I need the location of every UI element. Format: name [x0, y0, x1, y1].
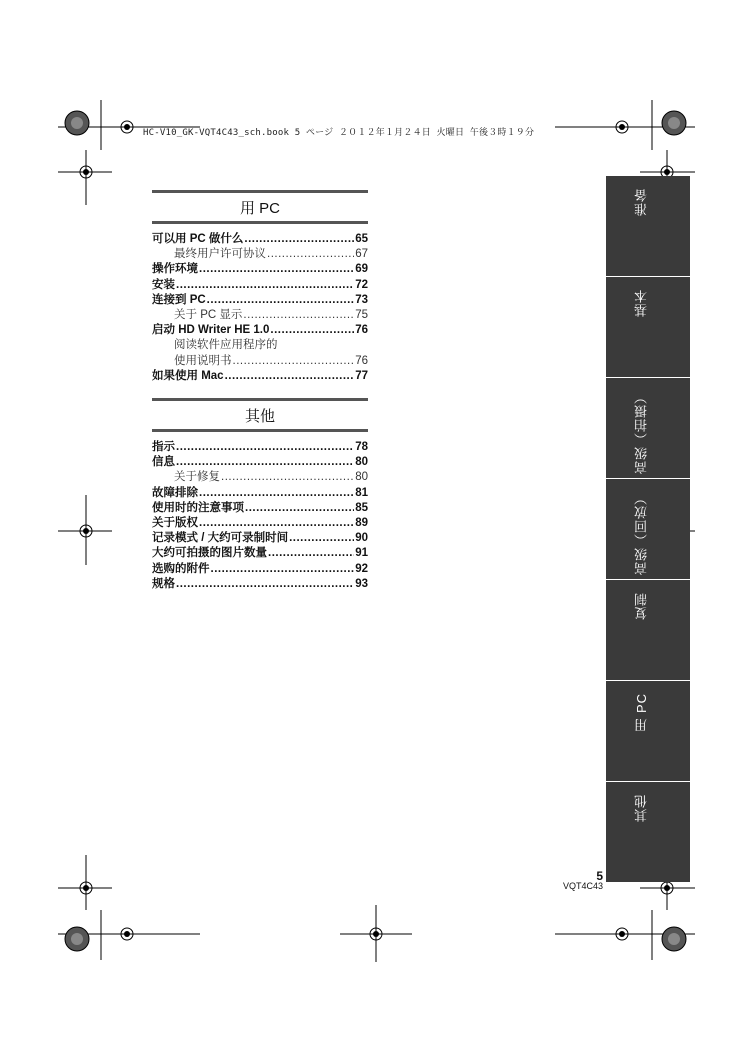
page-number: 5: [596, 869, 603, 883]
toc-entry-text: 选购的附件: [152, 562, 210, 575]
toc-entry-text: 关于 PC 显示: [174, 308, 243, 321]
toc-entry-text: 故障排除: [152, 486, 198, 499]
toc-entry[interactable]: [152, 232, 368, 247]
side-tab-prep[interactable]: [606, 176, 690, 276]
toc-entry-text: 可以用 PC 做什么: [152, 233, 244, 245]
toc-page-number: 81: [355, 486, 368, 499]
toc-entry[interactable]: [152, 354, 368, 369]
toc-entry-text: 操作环境: [152, 263, 198, 276]
toc-entry-text: 指示: [152, 441, 175, 453]
toc-leader-dots: [207, 293, 355, 308]
toc-page-number: 69: [355, 263, 368, 276]
toc-entry[interactable]: [152, 323, 368, 338]
toc-entry-text: 规格: [152, 577, 175, 590]
toc-leader-dots: [176, 440, 354, 455]
toc-list-other: [152, 440, 368, 592]
toc-page-number: 76: [355, 324, 368, 337]
toc-entry-text: 记录模式 / 大约可录制时间: [152, 532, 289, 545]
toc-page-number: 85: [355, 501, 368, 514]
toc-page-number: 78: [355, 441, 368, 453]
toc-leader-dots: [221, 470, 354, 485]
toc-leader-dots: [233, 354, 355, 369]
toc-entry[interactable]: [152, 440, 368, 455]
section-title-pc: 用 PC: [152, 190, 368, 224]
toc-entry[interactable]: [152, 293, 368, 308]
toc-entry[interactable]: [152, 546, 368, 561]
side-tab-label: 复制: [634, 592, 649, 620]
section-pc: [152, 190, 368, 384]
side-tab-advanced-play[interactable]: [606, 479, 690, 579]
side-tab-label: 高级（回放）: [634, 491, 649, 575]
toc-entry[interactable]: [152, 278, 368, 293]
toc-page-number: 76: [355, 354, 368, 367]
toc-page-number: 73: [355, 293, 368, 306]
toc-leader-dots: [270, 323, 354, 338]
toc-entry[interactable]: [152, 531, 368, 546]
toc-leader-dots: [176, 577, 354, 592]
toc-list-pc: [152, 232, 368, 384]
toc-entry[interactable]: [152, 516, 368, 531]
toc-entry-text: 使用说明书: [174, 354, 232, 367]
toc-leader-dots: [225, 369, 355, 384]
toc-leader-dots: [243, 308, 354, 323]
side-tab-label: 基本: [634, 289, 649, 317]
toc-entry-text: 连接到 PC: [152, 293, 206, 306]
toc-page-number: 72: [355, 278, 368, 291]
toc-entry[interactable]: [152, 562, 368, 577]
side-tab-pc[interactable]: [606, 681, 690, 781]
toc-entry-text: 如果使用 Mac: [152, 369, 224, 382]
toc-entry[interactable]: [152, 308, 368, 323]
section-other: [152, 398, 368, 592]
toc-entry-text: 阅读软件应用程序的: [174, 339, 278, 352]
side-tab-label: 准备: [634, 188, 649, 216]
side-tab-advanced-rec[interactable]: [606, 378, 690, 478]
section-title-other: 其他: [152, 398, 368, 432]
toc-leader-dots: [176, 455, 354, 470]
toc-entry[interactable]: [152, 501, 368, 516]
toc-page-number: 92: [355, 562, 368, 575]
toc-page-number: 67: [355, 248, 368, 261]
toc-page-number: 65: [355, 233, 368, 245]
toc-page-number: 90: [355, 532, 368, 545]
toc-leader-dots: [268, 546, 354, 561]
print-header-line: HC-V10_GK-VQT4C43_sch.book 5 ページ ２０１２年１月２４日 火曜日 午後３時１９分: [143, 128, 535, 138]
toc-entry[interactable]: [152, 455, 368, 470]
toc-entry[interactable]: [152, 577, 368, 592]
toc-leader-dots: [211, 562, 355, 577]
toc-leader-dots: [289, 531, 354, 546]
toc-leader-dots: [199, 262, 354, 277]
page-code: VQT4C43: [562, 881, 603, 891]
toc-entry[interactable]: [152, 247, 368, 262]
toc-page-number: 77: [355, 369, 368, 382]
toc-entry-text: 启动 HD Writer HE 1.0: [152, 324, 270, 337]
toc-entry[interactable]: [152, 470, 368, 485]
toc-entry-text: 最终用户许可协议: [174, 248, 266, 261]
side-tab-label: 用 PC: [634, 693, 649, 732]
toc-entry[interactable]: [152, 369, 368, 384]
toc-page-number: 75: [355, 308, 368, 321]
toc-entry-text: 使用时的注意事项: [152, 501, 244, 514]
toc-entry[interactable]: [152, 486, 368, 501]
toc-entry-text: 关于修复: [174, 471, 220, 484]
toc-leader-dots: [199, 486, 354, 501]
toc-entry-text: 安装: [152, 278, 175, 291]
toc-leader-dots: [267, 247, 354, 262]
toc-leader-dots: [245, 501, 354, 516]
toc-leader-dots: [199, 516, 354, 531]
toc-leader-dots: [176, 278, 354, 293]
toc-page-number: 91: [355, 547, 368, 560]
toc-entry[interactable]: [152, 338, 368, 353]
side-tab-copy[interactable]: [606, 580, 690, 680]
toc-page-number: 93: [355, 577, 368, 590]
side-tab-basic[interactable]: [606, 277, 690, 377]
toc-entry[interactable]: [152, 262, 368, 277]
toc-leader-dots: [244, 232, 354, 247]
side-tab-other[interactable]: [606, 782, 690, 882]
toc-entry-text: 关于版权: [152, 516, 198, 529]
side-tab-label: 高级（拍摄）: [634, 390, 649, 474]
toc-entry-text: 大约可拍摄的图片数量: [152, 547, 267, 560]
toc-page-number: 80: [355, 471, 368, 484]
toc-entry-text: 信息: [152, 456, 175, 469]
toc-page-number: 80: [355, 456, 368, 469]
side-tab-label: 其他: [634, 794, 649, 822]
toc-page-number: 89: [355, 516, 368, 529]
